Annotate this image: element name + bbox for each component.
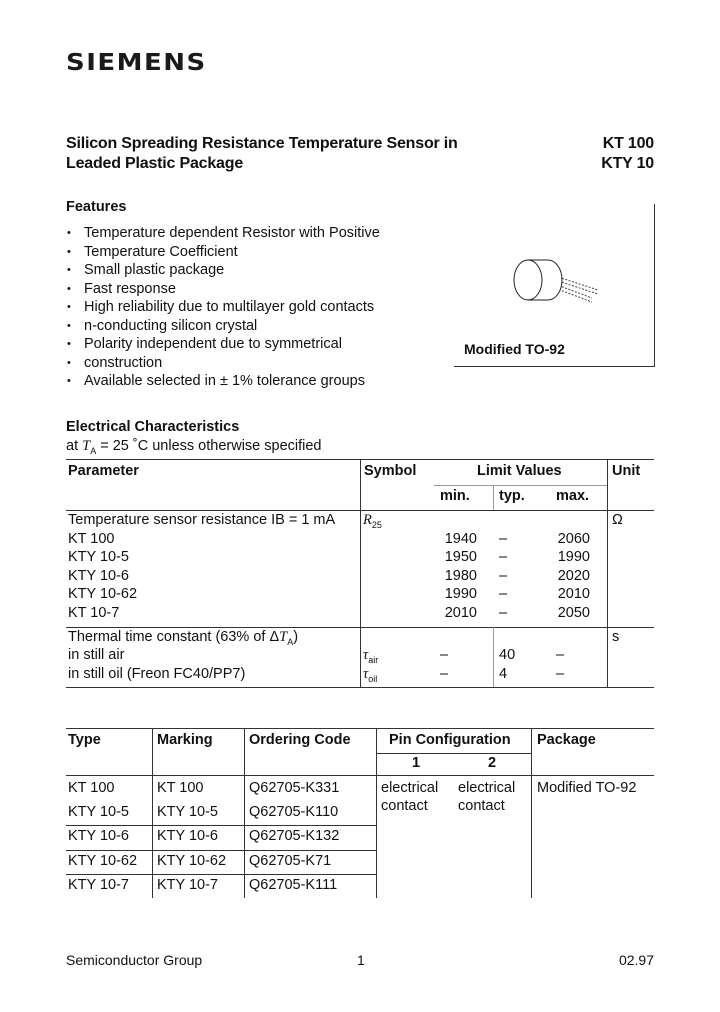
- thermal-row-min: –: [440, 666, 449, 682]
- resistance-row-max: 1990: [557, 549, 590, 565]
- thermal-label-prefix: Thermal time constant (63% of: [68, 629, 270, 645]
- resistance-row-typ: –: [499, 605, 508, 621]
- unit-seconds: s: [612, 629, 620, 645]
- table-col-rule: [493, 627, 494, 687]
- resistance-row-name: KTY 10-6: [68, 568, 129, 584]
- order-row-type: KTY 10-7: [68, 877, 129, 893]
- part-number-kt100: KT 100: [602, 135, 654, 152]
- param-thermal: [68, 629, 298, 647]
- feature-item: • Available selected in ± 1% tolerance groups: [66, 372, 380, 391]
- resistance-row-name: KT 10-7: [68, 605, 120, 621]
- symbol-tau-sub: oil: [368, 673, 378, 684]
- feature-item: • Fast response: [66, 280, 380, 299]
- table-col-rule: [360, 459, 361, 687]
- unit-ohm: Ω: [612, 512, 623, 528]
- resistance-row-max: 2010: [557, 586, 590, 602]
- pin2-line1: electrical: [458, 780, 516, 796]
- header-typ: typ.: [499, 488, 525, 504]
- footer-date: 02.97: [618, 952, 654, 968]
- order-row-code: Q62705-K111: [249, 877, 338, 893]
- header-marking: Marking: [157, 732, 213, 748]
- package-label: Modified TO-92: [464, 341, 565, 357]
- header-pin-2: 2: [488, 755, 497, 771]
- table-col-rule: [493, 485, 494, 510]
- resistance-row-typ: –: [499, 531, 508, 547]
- thermal-row-max: –: [556, 647, 565, 663]
- resistance-row-min: 1980: [444, 568, 477, 584]
- order-row-code: Q62705-K132: [249, 828, 340, 844]
- thermal-label-t: T: [279, 629, 288, 645]
- resistance-row-max: 2020: [557, 568, 590, 584]
- title-line-1: Silicon Spreading Resistance Temperature Sensor in: [66, 135, 458, 152]
- table-rule: [66, 775, 654, 776]
- thermal-row-name: in still air: [68, 647, 125, 663]
- pin2-line2: contact: [458, 798, 505, 814]
- symbol-r25: [363, 512, 382, 530]
- feature-item: • Polarity independent due to symmetrical: [66, 335, 380, 354]
- order-row-code: Q62705-K110: [249, 804, 339, 820]
- part-numbers: [601, 134, 654, 174]
- resistance-row-min: 2010: [444, 605, 477, 621]
- table-col-rule: [244, 728, 245, 898]
- symbol-tau-oil: [363, 666, 377, 684]
- param-resistance: Temperature sensor resistance IB = 1 mA: [68, 512, 336, 528]
- electrical-conditions: [66, 438, 322, 456]
- header-type: Type: [68, 732, 101, 748]
- symbol-tau: τ: [363, 647, 369, 663]
- symbol-r-sub: 25: [371, 519, 382, 530]
- to92-package-image: [500, 250, 610, 310]
- header-max: max.: [556, 488, 590, 504]
- header-pin-config: Pin Configuration: [389, 732, 511, 748]
- table-rule: [66, 728, 654, 729]
- order-row-marking: KTY 10-7: [157, 877, 218, 893]
- order-row-code: Q62705-K331: [249, 780, 340, 796]
- resistance-row-name: KT 100: [68, 531, 115, 547]
- table-rule: [66, 850, 376, 851]
- order-row-type: KT 100: [68, 780, 115, 796]
- symbol-tau: τ: [363, 666, 369, 682]
- symbol-tau-sub: air: [368, 654, 379, 665]
- resistance-row-max: 2060: [557, 531, 590, 547]
- table-rule: [66, 874, 376, 875]
- table-rule: [66, 687, 654, 688]
- order-row-marking: KTY 10-62: [157, 853, 227, 869]
- footer-page-number: 1: [357, 952, 365, 968]
- resistance-row-name: KTY 10-5: [68, 549, 129, 565]
- table-col-rule: [531, 728, 532, 898]
- header-min: min.: [440, 488, 470, 504]
- cond-suffix: = 25 ˚C unless otherwise specified: [96, 438, 322, 454]
- thermal-row-max: –: [556, 666, 565, 682]
- feature-item: • High reliability due to multilayer gold contacts: [66, 298, 380, 317]
- table-col-rule: [376, 728, 377, 898]
- order-row-type: KTY 10-6: [68, 828, 129, 844]
- header-parameter: Parameter: [68, 463, 139, 479]
- order-row-marking: KTY 10-5: [157, 804, 218, 820]
- pin1-line2: contact: [381, 798, 428, 814]
- thermal-row-typ: 4: [499, 666, 508, 682]
- resistance-row-name: KTY 10-62: [68, 586, 138, 602]
- features-heading: Features: [66, 199, 127, 215]
- order-row-marking: KT 100: [157, 780, 204, 796]
- resistance-row-typ: –: [499, 549, 508, 565]
- header-ordering-code: Ordering Code: [249, 732, 351, 748]
- header-limit-values: Limit Values: [477, 463, 562, 479]
- header-unit: Unit: [612, 463, 641, 479]
- table-col-rule: [607, 459, 608, 687]
- footer-company: Semiconductor Group: [66, 952, 203, 968]
- part-number-kty10: KTY 10: [601, 155, 654, 172]
- cond-temp-symbol: T: [82, 438, 91, 454]
- resistance-row-typ: –: [499, 586, 508, 602]
- features-list: [66, 224, 380, 391]
- cond-temp-sub: A: [90, 445, 97, 456]
- feature-item: • Temperature dependent Resistor with Positive: [66, 224, 380, 243]
- header-pin-1: 1: [412, 755, 421, 771]
- order-row-marking: KTY 10-6: [157, 828, 218, 844]
- symbol-tau-air: [363, 647, 378, 665]
- thermal-label-sub: A: [287, 636, 294, 647]
- resistance-row-min: 1950: [444, 549, 477, 565]
- resistance-row-max: 2050: [557, 605, 590, 621]
- resistance-row-min: 1990: [444, 586, 477, 602]
- order-row-type: KTY 10-62: [68, 853, 138, 869]
- title-line-2: Leaded Plastic Package: [66, 155, 244, 172]
- resistance-row-typ: –: [499, 568, 508, 584]
- pin1-line1: electrical: [381, 780, 439, 796]
- header-package: Package: [537, 732, 596, 748]
- table-rule: [434, 485, 607, 486]
- feature-item-continuation: • Temperature Coefficient: [66, 243, 380, 262]
- thermal-row-typ: 40: [499, 647, 516, 663]
- table-col-rule: [152, 728, 153, 898]
- symbol-r: R: [363, 512, 372, 528]
- cond-prefix: at: [66, 438, 83, 454]
- feature-item: • Small plastic package: [66, 261, 380, 280]
- resistance-row-min: 1940: [444, 531, 477, 547]
- header-symbol: Symbol: [364, 463, 417, 479]
- thermal-label-delta: Δ: [269, 629, 280, 645]
- thermal-row-name: in still oil (Freon FC40/PP7): [68, 666, 246, 682]
- order-row-type: KTY 10-5: [68, 804, 129, 820]
- document-title: [66, 134, 458, 174]
- feature-item: • n-conducting silicon crystal: [66, 317, 380, 336]
- thermal-row-min: –: [440, 647, 449, 663]
- order-package: Modified TO-92: [537, 780, 637, 796]
- feature-item-continuation: • construction: [66, 354, 380, 373]
- order-row-code: Q62705-K71: [249, 853, 332, 869]
- siemens-logo: SIEMENS: [66, 50, 207, 77]
- table-rule: [376, 753, 531, 754]
- thermal-label-suffix: ): [293, 629, 299, 645]
- table-rule: [66, 825, 376, 826]
- electrical-heading: Electrical Characteristics: [66, 419, 240, 435]
